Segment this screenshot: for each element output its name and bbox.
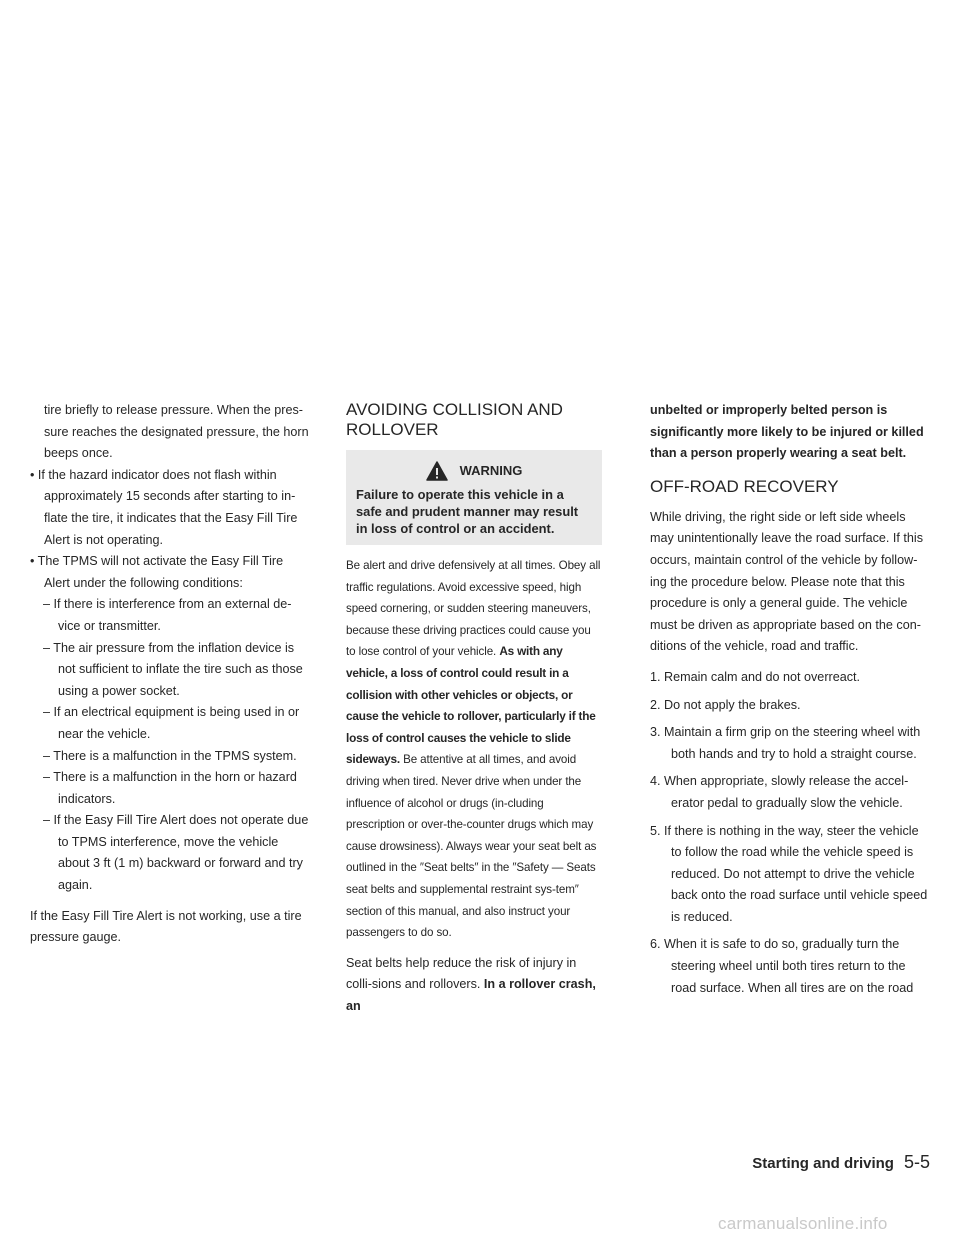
recovery-step: 3. Maintain a firm grip on the steering wheel with both hands and try to hold a straight course. xyxy=(650,725,921,761)
condition-item: – If an electrical equipment is being used in or near the vehicle. xyxy=(43,705,300,741)
offroad-intro: While driving, the right side or left side wheels may unintentionally leave the road surface. If this occurs, maintain control of the vehicle by follow-ing the procedure below. Please note that this procedure is only a general guide. The vehicle must be driven as appropriate based on the con-ditions of the vehicle, road and traffic. xyxy=(650,509,924,654)
driving-text-a: Be alert and drive defensively at all times. Obey all traffic regulations. Avoid excessive speed, high speed cornering, or sudden steering maneuvers, because these driving practices could cause you to lose control of your vehicle. xyxy=(346,559,601,659)
left-column xyxy=(30,400,310,958)
middle-column xyxy=(346,400,602,1026)
continued-paragraph: tire briefly to release pressure. When the pres-sure reaches the designated pressure, the horn beeps once. xyxy=(44,403,309,461)
recovery-step: 5. If there is nothing in the way, steer the vehicle to follow the road while the vehicle speed is reduced. Do not attempt to drive the vehicle back onto the road surface until vehicle speed is reduced. xyxy=(650,823,928,924)
seat-belt-text: Seat belts help reduce the risk of injury in colli-sions and rollovers. xyxy=(346,955,577,992)
section-heading-offroad: OFF-ROAD RECOVERY xyxy=(650,476,839,496)
bullet-hazard-indicator: • If the hazard indicator does not flash within approximately 15 seconds after starting to in-flate the tire, it indicates that the Easy Fill Tire Alert is not operating. xyxy=(30,467,298,547)
page-number: 5-5 xyxy=(903,1152,930,1172)
bullet-tpms-conditions: • The TPMS will not activate the Easy Fill Tire Alert under the following conditions: xyxy=(30,554,284,590)
condition-item: – There is a malfunction in the horn or hazard indicators. xyxy=(43,770,297,806)
driving-text-bold: As with any vehicle, a loss of control could result in a collision with other vehicles or objects, or cause the vehicle to rollover, particularly if the loss of control causes the vehicle to slide sideways. xyxy=(346,644,596,767)
seat-belt-paragraph xyxy=(346,953,602,1018)
footer-section-title: Starting and driving xyxy=(752,1155,894,1172)
condition-item: – There is a malfunction in the TPMS system. xyxy=(43,748,297,763)
warning-triangle-icon xyxy=(426,461,448,481)
condition-item: – If there is interference from an external de-vice or transmitter. xyxy=(43,597,292,633)
driving-text-b: Be attentive at all times, and avoid driving when tired. Never drive when under the influence of alcohol or drugs (in-cluding prescription or over-the-counter drugs which may cause drowsiness). Always wear your seat belt as outlined in the ″Seat belts″ in the ″Safety — Seats seat belts and supplemental restraint sys-tem″ section of this manual, and also instruct your passengers to do so. xyxy=(346,753,597,940)
continued-bold-paragraph: unbelted or improperly belted person is significantly more likely to be injured or killed than a person properly wearing a seat belt. xyxy=(650,403,924,461)
recovery-step: 6. When it is safe to do so, gradually turn the steering wheel until both tires return to the road surface. When all tires are on the road xyxy=(650,937,914,995)
seat-belt-text-bold: In a rollover crash, an xyxy=(346,977,596,1013)
section-heading-collision: AVOIDING COLLISION AND ROLLOVER xyxy=(346,400,563,439)
warning-label: WARNING xyxy=(459,463,523,479)
recovery-step: 4. When appropriate, slowly release the accel-erator pedal to gradually slow the vehicle. xyxy=(650,774,909,810)
driving-paragraph xyxy=(346,555,602,944)
closing-paragraph: If the Easy Fill Tire Alert is not working, use a tire pressure gauge. xyxy=(30,908,302,945)
warning-header xyxy=(356,456,592,486)
page-footer xyxy=(714,1152,930,1173)
warning-box xyxy=(346,450,602,545)
recovery-step: 2. Do not apply the brakes. xyxy=(650,697,801,712)
condition-item: – The air pressure from the inflation device is not sufficient to inflate the tire such as those using a power socket. xyxy=(43,640,303,698)
recovery-step: 1. Remain calm and do not overreact. xyxy=(650,669,861,684)
warning-text: Failure to operate this vehicle in a safe and prudent manner may result in loss of control or an accident. xyxy=(356,487,579,536)
condition-item: – If the Easy Fill Tire Alert does not operate due to TPMS interference, move the vehicle about 3 ft (1 m) backward or forward and try again. xyxy=(43,813,309,893)
watermark-link[interactable]: carmanualsonline.info xyxy=(718,1214,888,1233)
right-column xyxy=(650,400,930,1005)
